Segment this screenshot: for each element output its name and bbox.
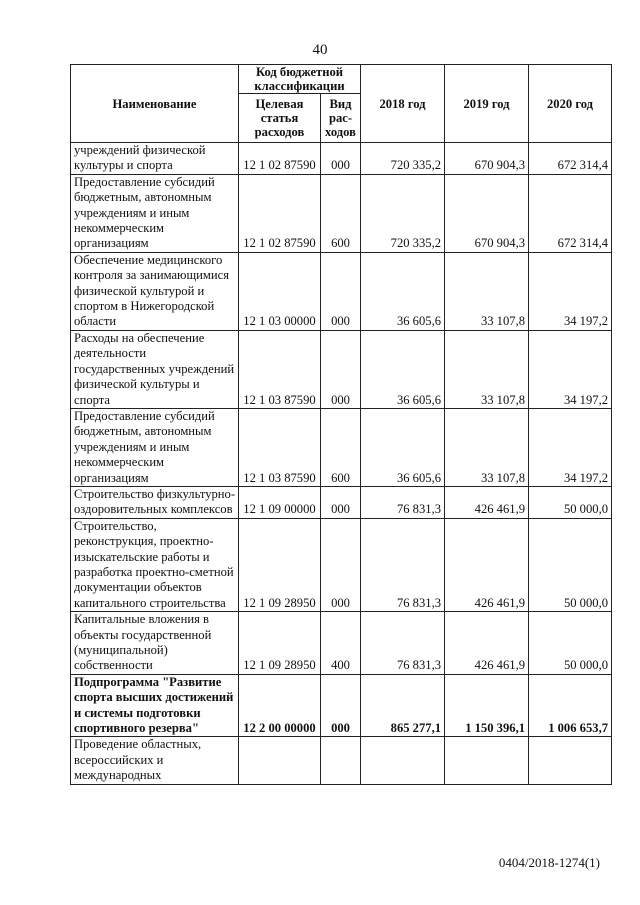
table-row	[71, 518, 612, 611]
row-value-2019: 33 107,8	[445, 330, 529, 408]
row-expense-type: 000	[321, 486, 361, 518]
row-target-article	[239, 737, 321, 784]
row-value-2020: 672 314,4	[529, 174, 612, 252]
row-target-article: 12 1 09 00000	[239, 486, 321, 518]
row-name: Предоставление субсидий бюджетным, автономным учреждениям и иным некоммерческим организациям	[71, 408, 239, 486]
row-target-article: 12 1 03 87590	[239, 408, 321, 486]
row-target-article: 12 1 03 87590	[239, 330, 321, 408]
table-row	[71, 143, 612, 175]
row-expense-type: 000	[321, 143, 361, 175]
table-row	[71, 174, 612, 252]
row-target-article: 12 1 03 00000	[239, 252, 321, 330]
row-target-article: 12 1 02 87590	[239, 174, 321, 252]
row-expense-type: 600	[321, 174, 361, 252]
table-row	[71, 252, 612, 330]
row-name: Строительство, реконструкция, проектно-изыскательские работы и разработка проектно-сметной документации объектов капитального строительства	[71, 518, 239, 611]
row-expense-type: 000	[321, 518, 361, 611]
row-name: Капитальные вложения в объекты государственной (муниципальной) собственности	[71, 612, 239, 675]
row-value-2019: 426 461,9	[445, 486, 529, 518]
row-target-article: 12 1 02 87590	[239, 143, 321, 175]
table-row	[71, 674, 612, 737]
header-target-article: Целевая статья расходов	[239, 94, 321, 143]
row-value-2018	[361, 737, 445, 784]
row-value-2018: 76 831,3	[361, 486, 445, 518]
row-value-2018: 36 605,6	[361, 252, 445, 330]
header-year-2019: 2019 год	[445, 65, 529, 143]
row-value-2019: 426 461,9	[445, 612, 529, 675]
row-value-2020: 50 000,0	[529, 486, 612, 518]
row-value-2020: 50 000,0	[529, 612, 612, 675]
document-code: 0404/2018-1274(1)	[498, 855, 600, 870]
row-target-article: 12 2 00 00000	[239, 674, 321, 737]
row-value-2020: 672 314,4	[529, 143, 612, 175]
row-value-2018: 36 605,6	[361, 408, 445, 486]
table-header	[71, 65, 612, 143]
row-name: Обеспечение медицинского контроля за занимающимися физической культурой и спортом в Нижегородской области	[71, 252, 239, 330]
row-target-article: 12 1 09 28950	[239, 518, 321, 611]
row-value-2019: 670 904,3	[445, 143, 529, 175]
row-value-2018: 720 335,2	[361, 143, 445, 175]
header-expense-type: Вид рас-ходов	[321, 94, 361, 143]
table-row	[71, 612, 612, 675]
row-value-2019: 33 107,8	[445, 252, 529, 330]
row-value-2018: 76 831,3	[361, 612, 445, 675]
header-year-2018: 2018 год	[361, 65, 445, 143]
row-name: Расходы на обеспечение деятельности государственных учреждений физической культуры и спорта	[71, 330, 239, 408]
row-expense-type: 400	[321, 612, 361, 675]
row-expense-type: 000	[321, 252, 361, 330]
row-value-2020	[529, 737, 612, 784]
row-name: Строительство физкультурно-оздоровительных комплексов	[71, 486, 239, 518]
row-value-2018: 76 831,3	[361, 518, 445, 611]
row-value-2020: 34 197,2	[529, 252, 612, 330]
table-row	[71, 737, 612, 784]
row-value-2020: 34 197,2	[529, 330, 612, 408]
row-name: Подпрограмма "Развитие спорта высших достижений и системы подготовки спортивного резерва"	[71, 674, 239, 737]
row-value-2020: 34 197,2	[529, 408, 612, 486]
row-value-2019: 426 461,9	[445, 518, 529, 611]
row-value-2020: 1 006 653,7	[529, 674, 612, 737]
row-target-article: 12 1 09 28950	[239, 612, 321, 675]
table-row	[71, 408, 612, 486]
row-value-2018: 36 605,6	[361, 330, 445, 408]
table-body	[71, 143, 612, 785]
row-value-2019: 33 107,8	[445, 408, 529, 486]
header-year-2020: 2020 год	[529, 65, 612, 143]
row-name: Проведение областных, всероссийских и международных	[71, 737, 239, 784]
row-value-2018: 865 277,1	[361, 674, 445, 737]
table-row	[71, 330, 612, 408]
header-code-group: Код бюджетной классификации	[239, 65, 361, 94]
row-expense-type: 600	[321, 408, 361, 486]
row-value-2019: 670 904,3	[445, 174, 529, 252]
row-expense-type	[321, 737, 361, 784]
row-value-2018: 720 335,2	[361, 174, 445, 252]
header-name: Наименование	[71, 65, 239, 143]
row-expense-type: 000	[321, 330, 361, 408]
row-name: учреждений физической культуры и спорта	[71, 143, 239, 175]
row-expense-type: 000	[321, 674, 361, 737]
table-row	[71, 486, 612, 518]
page-number: 40	[312, 42, 328, 58]
row-value-2019: 1 150 396,1	[445, 674, 529, 737]
row-value-2020: 50 000,0	[529, 518, 612, 611]
budget-table	[70, 64, 612, 785]
row-name: Предоставление субсидий бюджетным, автономным учреждениям и иным некоммерческим организациям	[71, 174, 239, 252]
row-value-2019	[445, 737, 529, 784]
